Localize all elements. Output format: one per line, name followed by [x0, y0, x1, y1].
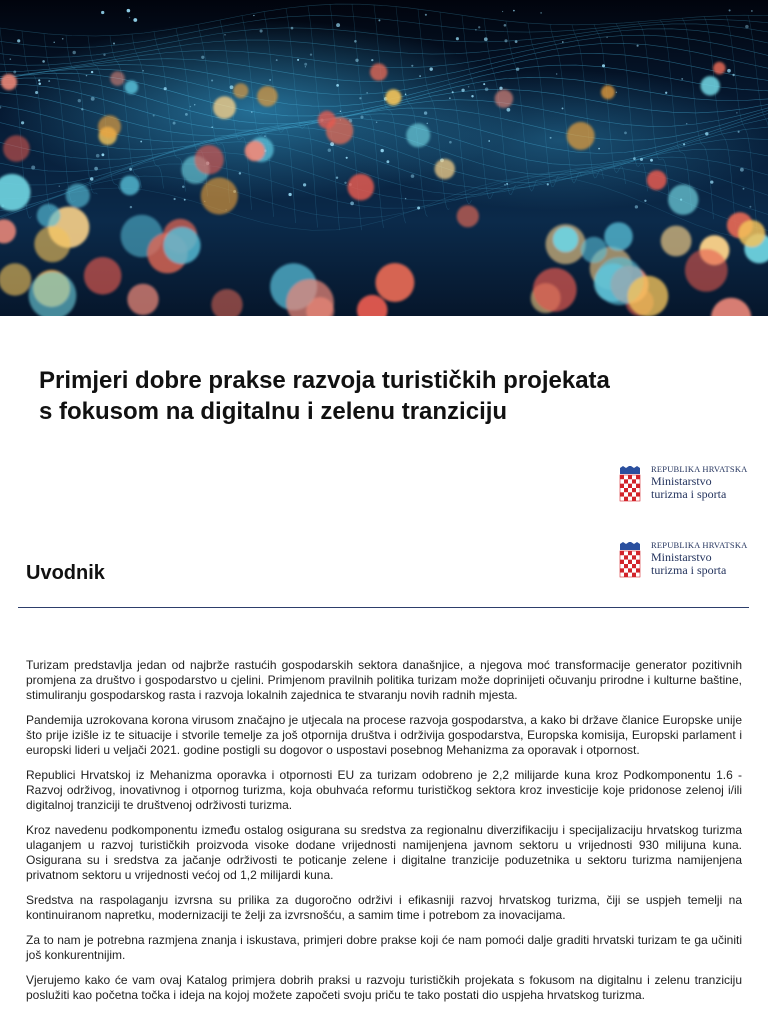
logo-ministry-text: Ministarstvo	[651, 550, 712, 564]
ministry-logo	[618, 464, 758, 504]
croatian-coat-of-arms-icon	[618, 542, 642, 578]
logo-ministry-text: Ministarstvo	[651, 474, 712, 488]
body-paragraph: Vjerujemo kako će vam ovaj Katalog primjera dobrih praksi u razvoju turističkih projekata s fokusom na digitalnu i zelenu tranziciju poslužiti kao početna točka i ideja na kojoj možete započeti svoju priču te tako postati dio uspjeha hrvatskog turizma.	[26, 973, 742, 1002]
hero-image	[0, 0, 768, 316]
body-text	[26, 658, 742, 1013]
croatian-coat-of-arms-icon	[618, 466, 642, 502]
body-paragraph: Sredstva na raspolaganju izvrsna su prilika za dugoročno održivi i efikasniji razvoj hrvatskog turizma, čiji se uspjeh temelji na kontinuiranom napretku, modernizaciji te želji za izvrsnošću, a samim time i potrebom za inovacijama.	[26, 893, 742, 922]
document-title	[39, 365, 739, 427]
logo-country-text: REPUBLIKA HRVATSKA	[651, 464, 748, 474]
body-paragraph: Za to nam je potrebna razmjena znanja i iskustava, primjeri dobre prakse koji će nam pomoći dalje graditi hrvatski turizam te ga učiniti još konkurentnijim.	[26, 933, 742, 962]
body-paragraph: Pandemija uzrokovana korona virusom značajno je utjecala na procese razvoja gospodarstva, a kako bi države članice Europske unije što prije izišle iz te situacije i stvorile temelje za još otpornija društva i održivija gospodarstva, Europska komisija, Europski parlament i europski lideri u veljači 2021. godine postigli su dogovor o uspostavi posebnog Mehanizma za oporavak i otpornost.	[26, 713, 742, 757]
document-title-line-2: s fokusom na digitalnu i zelenu tranziciju	[39, 398, 508, 425]
logo-ministry-subtext: turizma i sporta	[651, 487, 727, 501]
body-paragraph: Turizam predstavlja jedan od najbrže rastućih gospodarskih sektora današnjice, a njegova moć transformacije generator pozitivnih promjena za društvo i gospodarstvo u cjelini. Primjenom pravilnih politika turizam može doprinijeti očuvanju prirodne i kulturne baštine, stimuliranju gospodarskog rasta i razvoja lokalnih zajednica te stvaranju novih radnih mjesta.	[26, 658, 742, 702]
body-paragraph: Republici Hrvatskoj iz Mehanizma oporavka i otpornosti EU za turizam odobreno je 2,2 milijarde kuna kroz Podkomponentu 1.6 - Razvoj održivog, inovativnog i otpornog turizma, koja obuhvaća reformu turističkog sektora kroz investicije koje pridonose zelenoj i/ili digitalnoj tranziciji te društvenoj održivosti turizma.	[26, 768, 742, 812]
ministry-logo	[618, 540, 758, 580]
document-title-line-1: Primjeri dobre prakse razvoja turističkih projekata	[39, 367, 610, 394]
logo-country-text: REPUBLIKA HRVATSKA	[651, 540, 748, 550]
body-paragraph: Kroz navedenu podkomponentu između ostalog osigurana su sredstva za regionalnu diverzifikaciju i specijalizaciju hrvatskog turizma ulaganjem u razvoj turističkih proizvoda visoke dodane vrijednosti namijenjena javnom sektoru u vrijednosti 930 milijuna kuna. Osigurana su i sredstva za jačanje održivosti te poticanje zelene i digitalne tranzicije poduzetnika u sektoru turizma namijenjena privatnom sektoru u vrijednosti većoj od 1,2 milijardi kuna.	[26, 823, 742, 882]
section-divider	[18, 607, 749, 608]
logo-ministry-subtext: turizma i sporta	[651, 563, 727, 577]
section-heading: Uvodnik	[26, 562, 105, 584]
